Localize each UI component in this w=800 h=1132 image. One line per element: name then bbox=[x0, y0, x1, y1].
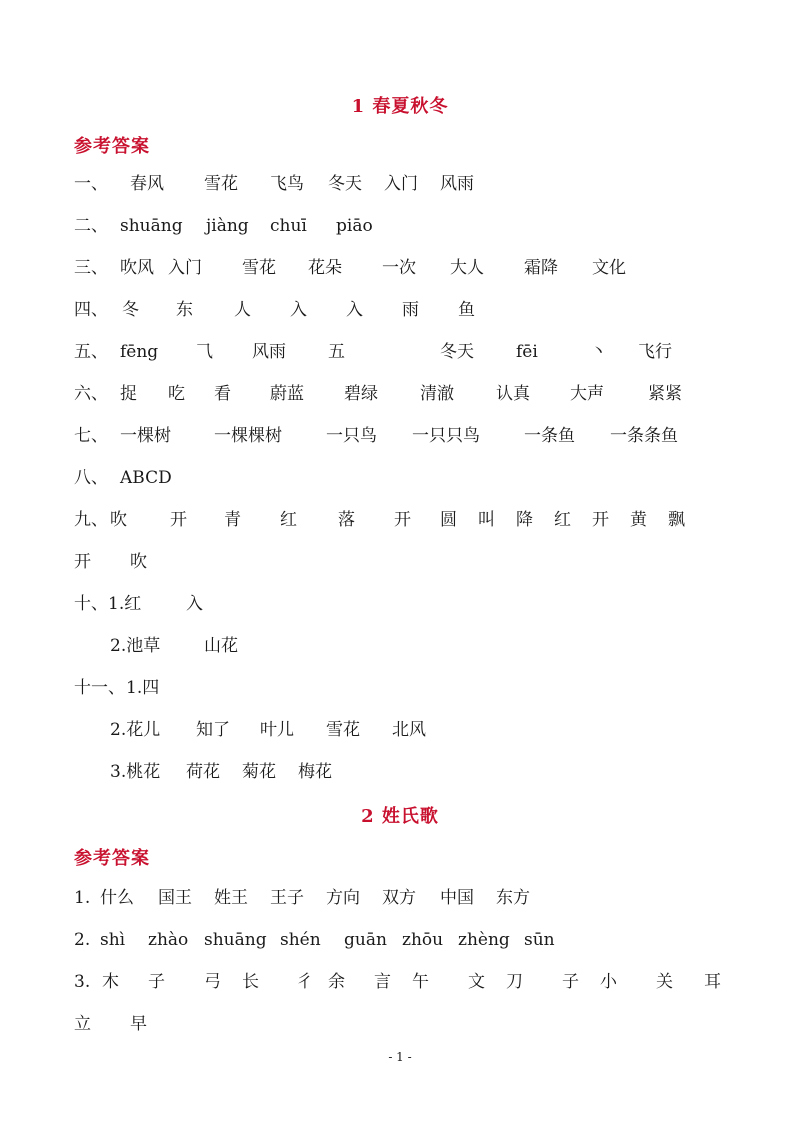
answer-item: 山花 bbox=[204, 636, 238, 656]
answer-item: 雪花 bbox=[326, 720, 360, 740]
answer-item: 捉 bbox=[120, 384, 137, 404]
answer-item: fēi bbox=[516, 342, 538, 362]
answer-item: 开 bbox=[170, 510, 187, 530]
answer-item: 落 bbox=[338, 510, 355, 530]
answer-item: 一次 bbox=[382, 258, 416, 278]
answer-item: 青 bbox=[224, 510, 241, 530]
answer-item: 吃 bbox=[168, 384, 185, 404]
answer-item: 一只鸟 bbox=[326, 426, 377, 446]
answer-item: 认真 bbox=[496, 384, 530, 404]
answer-item: 大声 bbox=[570, 384, 604, 404]
answer-item: 冬天 bbox=[440, 342, 474, 362]
answer-item: 蔚蓝 bbox=[270, 384, 304, 404]
answer-item: 早 bbox=[130, 1014, 147, 1034]
answer-item: 东 bbox=[176, 300, 193, 320]
answer-item: 红 bbox=[554, 510, 571, 530]
answer-item: zhōu bbox=[402, 930, 444, 950]
answer-item: 彳 bbox=[296, 972, 313, 992]
answer-item: 鱼 bbox=[458, 300, 475, 320]
answer-item: 叶儿 bbox=[260, 720, 294, 740]
answer-item: 木 bbox=[102, 972, 119, 992]
section-1-title: 1 春夏秋冬 bbox=[351, 96, 449, 117]
section-2-answer-header: 参考答案 bbox=[74, 848, 150, 869]
answer-item: 午 bbox=[412, 972, 429, 992]
answer-item: 风雨 bbox=[440, 174, 474, 194]
answer-item: 五 bbox=[328, 342, 345, 362]
answer-item: 3.桃花 bbox=[110, 762, 161, 782]
row-label: 1. bbox=[74, 888, 91, 908]
answer-item: 飞鸟 bbox=[270, 174, 304, 194]
answer-item: 一棵棵树 bbox=[214, 426, 282, 446]
section-2-title: 2 姓氏歌 bbox=[361, 806, 439, 827]
answer-item: 黄 bbox=[630, 510, 647, 530]
answer-item: 入门 bbox=[168, 258, 202, 278]
answer-item: 风雨 bbox=[252, 342, 286, 362]
answer-item: fēng bbox=[120, 342, 159, 362]
answer-item: 国王 bbox=[158, 888, 192, 908]
answer-item: 吹 bbox=[110, 510, 127, 530]
answer-item: sūn bbox=[524, 930, 555, 950]
answer-item: 清澈 bbox=[420, 384, 454, 404]
answer-item: 2.花儿 bbox=[110, 720, 161, 740]
row-label: 二、 bbox=[74, 216, 108, 236]
answer-item: 雨 bbox=[402, 300, 419, 320]
answer-item: 春风 bbox=[130, 174, 164, 194]
answer-item: 荷花 bbox=[186, 762, 220, 782]
answer-item: 知了 bbox=[196, 720, 230, 740]
answer-item: 弓 bbox=[204, 972, 221, 992]
answer-item: 姓王 bbox=[214, 888, 248, 908]
answer-item: 红 bbox=[280, 510, 297, 530]
row-label: 3. bbox=[74, 972, 91, 992]
answer-item: 碧绿 bbox=[344, 384, 378, 404]
answer-item: shuāng bbox=[204, 930, 267, 950]
answer-item: jiàng bbox=[206, 216, 249, 236]
page-number: - 1 - bbox=[388, 1050, 412, 1064]
answer-item: 开 bbox=[394, 510, 411, 530]
answer-item: 开 bbox=[74, 552, 91, 572]
row-label: 六、 bbox=[74, 384, 108, 404]
answer-item: 一条条鱼 bbox=[610, 426, 678, 446]
answer-item: 降 bbox=[516, 510, 533, 530]
answer-item: 飞行 bbox=[638, 342, 672, 362]
row-label: 十、 bbox=[74, 594, 108, 614]
answer-item: ⺄ bbox=[196, 342, 213, 362]
answer-item: shén bbox=[280, 930, 321, 950]
answer-item: 大人 bbox=[450, 258, 484, 278]
answer-item: 双方 bbox=[382, 888, 416, 908]
answer-item: 菊花 bbox=[242, 762, 276, 782]
answer-item: 北风 bbox=[392, 720, 426, 740]
answer-item: 中国 bbox=[440, 888, 474, 908]
row-label: 一、 bbox=[74, 174, 108, 194]
answer-item: 子 bbox=[148, 972, 165, 992]
row-label: 八、 bbox=[74, 468, 108, 488]
answer-item: 吹风 bbox=[120, 258, 154, 278]
answer-item: 霜降 bbox=[524, 258, 558, 278]
answer-item: 入 bbox=[290, 300, 307, 320]
section-1-answer-header: 参考答案 bbox=[74, 136, 150, 157]
answer-item: 余 bbox=[328, 972, 345, 992]
answer-item: 圆 bbox=[440, 510, 457, 530]
answer-item: chuī bbox=[270, 216, 307, 236]
answer-item: 一只只鸟 bbox=[412, 426, 480, 446]
answer-item: 吹 bbox=[130, 552, 147, 572]
answer-item: 耳 bbox=[704, 972, 721, 992]
answer-item: 王子 bbox=[270, 888, 304, 908]
row-label: 九、 bbox=[74, 510, 108, 530]
answer-item: 入门 bbox=[384, 174, 418, 194]
answer-item: 1.四 bbox=[126, 678, 160, 698]
answer-item: 立 bbox=[74, 1014, 91, 1034]
answer-item: zhào bbox=[148, 930, 189, 950]
row-label: 四、 bbox=[74, 300, 108, 320]
answer-item: 飘 bbox=[668, 510, 685, 530]
answer-item: 开 bbox=[592, 510, 609, 530]
row-label: 七、 bbox=[74, 426, 108, 446]
answer-item: 人 bbox=[234, 300, 251, 320]
answer-item: 梅花 bbox=[298, 762, 332, 782]
answer-item: 看 bbox=[214, 384, 231, 404]
answer-item: 一棵树 bbox=[120, 426, 171, 446]
answer-item: 雪花 bbox=[242, 258, 276, 278]
answer-item: 入 bbox=[186, 594, 203, 614]
answer-item: zhèng bbox=[458, 930, 510, 950]
answer-item: 冬天 bbox=[328, 174, 362, 194]
answer-item: ABCD bbox=[120, 468, 172, 488]
answer-item: guān bbox=[344, 930, 387, 950]
row-label: 十一、 bbox=[74, 678, 125, 698]
answer-item: 小 bbox=[600, 972, 617, 992]
answer-item: 子 bbox=[562, 972, 579, 992]
answer-item: 文化 bbox=[592, 258, 626, 278]
answer-item: 2.池草 bbox=[110, 636, 161, 656]
answer-item: 什么 bbox=[100, 888, 134, 908]
row-label: 三、 bbox=[74, 258, 108, 278]
answer-item: 关 bbox=[656, 972, 673, 992]
answer-item: 紧紧 bbox=[648, 384, 682, 404]
answer-item: 言 bbox=[374, 972, 391, 992]
answer-item: 刀 bbox=[506, 972, 523, 992]
answer-item: 叫 bbox=[478, 510, 495, 530]
answer-item: 东方 bbox=[496, 888, 530, 908]
answer-item: 文 bbox=[468, 972, 485, 992]
answer-item: 1.红 bbox=[108, 594, 142, 614]
answer-item: piāo bbox=[336, 216, 373, 236]
answer-item: 雪花 bbox=[204, 174, 238, 194]
answer-item: 花朵 bbox=[308, 258, 342, 278]
answer-item: 入 bbox=[346, 300, 363, 320]
answer-item: 冬 bbox=[122, 300, 139, 320]
answer-item: shuāng bbox=[120, 216, 183, 236]
answer-item: 一条鱼 bbox=[524, 426, 575, 446]
answer-item: 长 bbox=[242, 972, 259, 992]
answer-item: 方向 bbox=[326, 888, 360, 908]
answer-item: shì bbox=[100, 930, 126, 950]
answer-item: 丶 bbox=[590, 342, 607, 362]
row-label: 五、 bbox=[74, 342, 108, 362]
row-label: 2. bbox=[74, 930, 91, 950]
